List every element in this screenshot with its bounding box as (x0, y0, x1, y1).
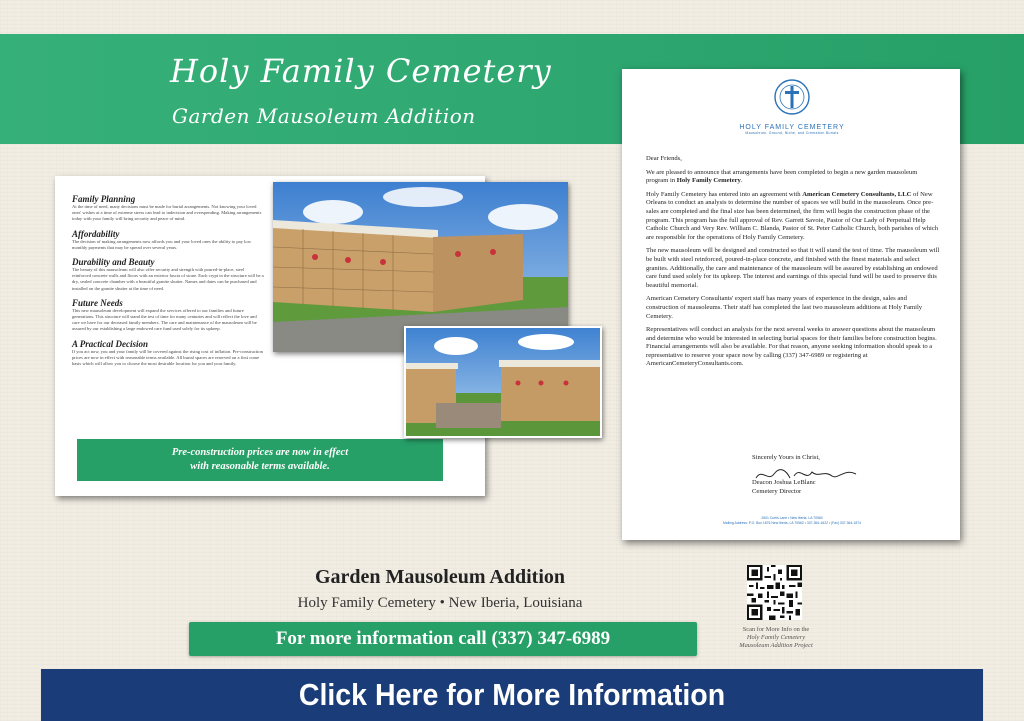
promo-line-2: with reasonable terms available. (190, 461, 330, 472)
section-body: This new mausoleum development will expand the services offered to our families and future generations. This structure will stand the test of time for many centuries and will reflect the love and care we have for our deceased family members. The care and maintenance of the mausoleum will be assured by our establishing a large endowed care fund used solely for its upkeep. (72, 307, 257, 332)
logo-tagline: Mausoleum, Ground, Niche, and Cremation Burials (745, 131, 839, 135)
brochure-sections (72, 194, 264, 373)
cemetery-logo (722, 77, 862, 135)
qr-caption-line-2: Holy Family Cemetery (746, 634, 806, 642)
letter-page (622, 69, 960, 540)
address-line-2: Mailing Address: P.O. Box 1876 New Iberia, LA 70562 • 337-364-1622 • (Fax) 337-364-1874 (722, 521, 862, 525)
project-title: Garden Mausoleum Addition (314, 566, 566, 588)
page-subtitle: Garden Mausoleum Addition (172, 104, 476, 128)
cross-emblem-icon (771, 77, 813, 117)
page-title: Holy Family Cemetery (170, 52, 552, 90)
logo-name: HOLY FAMILY CEMETERY (739, 124, 845, 131)
paragraph-2: Holy Family Cemetery has entered into an agreement with American Cemetery Consultants, LLC of New Orleans to conduct an analysis to determine the number of spaces we will build in the mausoleum. Once pre-sales are completed and the final size has been determined, the firm will begin the construction phase of the program. This program has the full approval of Rev. Garrett Savoie, Pastor of Our Lady of Perpetual Help Catholic Church and Very Rev. William C. Blanda, Pastor of St. Peter Catholic Church, both parishes of which are responsible for the operations of Holy Family Cemetery. (646, 190, 939, 241)
call-banner[interactable]: For more information call (337) 347-6989 (189, 622, 697, 656)
mausoleum-rendering-secondary (404, 326, 602, 438)
signer-title: Cemetery Director (752, 487, 802, 495)
qr-caption-line-1: Scan for More Info on the (742, 626, 810, 633)
qr-caption-line-3: Mausoleum Addition Project (739, 642, 813, 650)
section-body: The decision of making arrangements now affords you and your loved ones the ability to pay low monthly payments that may be spread over several years. (72, 238, 252, 250)
signer-block (752, 479, 816, 496)
letter-footer-address (642, 516, 942, 526)
section-body: If you act now, you and your family will be covered against the rising cost of inflation. Pre-construction prices are now in effect with reasonable terms available. All burial spaces are reserved on a first come basis which will allow you to choose the most desirable location for you and your family. (72, 348, 263, 367)
section-heading: Durability and Beauty (72, 257, 155, 268)
more-info-button[interactable]: Click Here for More Information (41, 669, 983, 721)
section-body: At the time of need, many decisions must be made for burial arrangements. Not knowing your loved ones' wishes at a time of extreme stress can lead to indecision and overspending. Making arrangements today with your family will bring security and peace of mind. (72, 204, 262, 222)
section-heading: Future Needs (72, 297, 123, 308)
paragraph-1: We are pleased to announce that arrangements have been completed to begin a new garden mausoleum program in Holy Family Cemetery. (646, 168, 918, 185)
address-line-1: 2601 Curtis Lane • New Iberia, LA 70560 (761, 516, 823, 520)
paragraph-3: The new mausoleum will be designed and constructed so that it will stand the test of time. The mausoleum will be built with steel reinforced, poured-in-place concrete, and finished with the finest materials and select granites. Additionally, the care and maintenance of the mausoleum will be assured by establishing an endowed care fund used solely for its upkeep. The interest and earnings of this special fund will be used to preserve this beautiful memorial. (646, 247, 940, 289)
letter-body (646, 155, 940, 374)
project-location: Holy Family Cemetery • New Iberia, Louisiana (297, 595, 583, 611)
section-heading: Family Planning (72, 194, 136, 204)
promo-line-1: Pre-construction prices are now in effect (171, 447, 349, 458)
closing-block (752, 454, 820, 463)
qr-code-icon[interactable] (747, 565, 802, 620)
paragraph-5: Representatives will conduct an analysis for the next several weeks to answer questions about the mausoleum and determine who would be interested in selecting burial spaces for their families before construction begins. Financial arrangements will also be available. For that reason, anyone seeking information should speak to a representative to reserve your space now by calling (337) 347-6989 or registering at AmericanCemeteryConsultants.com. (646, 326, 937, 368)
section-heading: Affordability (72, 228, 120, 239)
section-heading: A Practical Decision (72, 338, 148, 349)
closing: Sincerely Yours in Christ, (752, 454, 820, 461)
paragraph-4: American Cemetery Consultants' expert staff has many years of experience in the design, sales and construction of mausoleums. Their staff has completed the last two mausoleum additions at Holy Family Cemetery. (646, 295, 923, 320)
signer-name: Deacon Joshua LeBlanc (752, 479, 816, 486)
preconstruction-banner (77, 439, 443, 481)
section-body: The beauty of this mausoleum will also offer security and strength with poured-in-place, steel reinforced concrete walls and floors with an exterior fascia of stone. Each crypt in the structure will be a dry, sealed concrete chamber with a beautiful granite shutter. Names and dates can be purchased and installed on the granite shutter at the time of need. (72, 267, 264, 291)
qr-caption (724, 626, 828, 651)
salutation: Dear Friends, (646, 155, 682, 162)
